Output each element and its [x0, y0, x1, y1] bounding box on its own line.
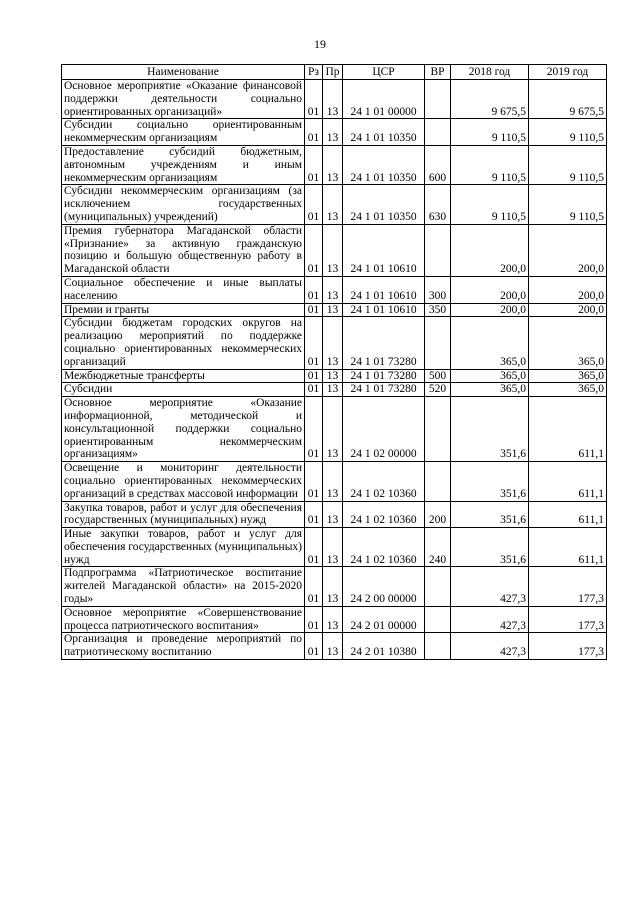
row-csr: 24 1 01 73280	[343, 317, 425, 369]
row-2018: 351,6	[451, 528, 529, 567]
row-name: Субсидии социально ориентированным некоммерческим организациям	[62, 119, 305, 146]
table-row	[62, 317, 607, 369]
row-vr: 500	[425, 369, 451, 383]
row-2019: 200,0	[529, 224, 607, 276]
row-rz: 01	[305, 528, 323, 567]
row-rz: 01	[305, 397, 323, 462]
budget-table	[61, 64, 607, 660]
row-2018: 351,6	[451, 462, 529, 501]
row-csr: 24 1 01 10610	[343, 276, 425, 303]
row-2018: 200,0	[451, 276, 529, 303]
row-2019: 365,0	[529, 383, 607, 397]
row-2019: 9 675,5	[529, 80, 607, 119]
table-body	[62, 80, 607, 660]
table-row	[62, 276, 607, 303]
row-vr: 300	[425, 276, 451, 303]
row-2019: 611,1	[529, 528, 607, 567]
row-2018: 351,6	[451, 501, 529, 528]
row-vr: 240	[425, 528, 451, 567]
row-vr	[425, 606, 451, 633]
row-2018: 365,0	[451, 383, 529, 397]
row-2019: 177,3	[529, 606, 607, 633]
row-pr: 13	[323, 224, 343, 276]
row-2019: 365,0	[529, 369, 607, 383]
header-pr: Пр	[323, 65, 343, 80]
header-2018: 2018 год	[451, 65, 529, 80]
row-pr: 13	[323, 633, 343, 660]
row-vr: 200	[425, 501, 451, 528]
row-name: Премия губернатора Магаданской области «Признание» за активную гражданскую позицию и большую общественную работу в Магаданской области	[62, 224, 305, 276]
row-csr: 24 2 01 00000	[343, 606, 425, 633]
table-row	[62, 80, 607, 119]
table-row	[62, 528, 607, 567]
row-vr	[425, 397, 451, 462]
row-csr: 24 1 01 10610	[343, 303, 425, 317]
header-name: Наименование	[62, 65, 305, 80]
row-pr: 13	[323, 383, 343, 397]
table-row	[62, 224, 607, 276]
row-pr: 13	[323, 501, 343, 528]
row-pr: 13	[323, 606, 343, 633]
page-number: 19	[314, 37, 326, 51]
row-csr: 24 1 01 73280	[343, 383, 425, 397]
row-2019: 611,1	[529, 462, 607, 501]
row-2019: 177,3	[529, 567, 607, 606]
row-rz: 01	[305, 501, 323, 528]
table-row	[62, 303, 607, 317]
table-row	[62, 397, 607, 462]
table-row	[62, 462, 607, 501]
table-row	[62, 145, 607, 184]
row-vr: 520	[425, 383, 451, 397]
row-name: Подпрограмма «Патриотическое воспитание жителей Магаданской области» на 2015-2020 годы»	[62, 567, 305, 606]
row-rz: 01	[305, 606, 323, 633]
table-row	[62, 501, 607, 528]
row-rz: 01	[305, 383, 323, 397]
header-2019: 2019 год	[529, 65, 607, 80]
row-name: Субсидии бюджетам городских округов на реализацию мероприятий по поддержке социально ориентированных некоммерческих организаций	[62, 317, 305, 369]
row-vr	[425, 633, 451, 660]
row-2018: 200,0	[451, 224, 529, 276]
row-pr: 13	[323, 567, 343, 606]
row-csr: 24 1 02 10360	[343, 528, 425, 567]
row-csr: 24 2 01 10380	[343, 633, 425, 660]
header-rz: Рз	[305, 65, 323, 80]
row-2018: 365,0	[451, 369, 529, 383]
row-2019: 611,1	[529, 397, 607, 462]
row-vr: 630	[425, 185, 451, 224]
row-name: Иные закупки товаров, работ и услуг для обеспечения государственных (муниципальных) нужд	[62, 528, 305, 567]
row-name: Премии и гранты	[62, 303, 305, 317]
row-rz: 01	[305, 462, 323, 501]
row-vr	[425, 119, 451, 146]
header-vr: ВР	[425, 65, 451, 80]
table-row	[62, 185, 607, 224]
row-vr	[425, 224, 451, 276]
row-name: Социальное обеспечение и иные выплаты населению	[62, 276, 305, 303]
row-pr: 13	[323, 185, 343, 224]
row-name: Основное мероприятие «Оказание финансовой поддержки деятельности социально ориентированных организаций»	[62, 80, 305, 119]
row-2018: 9 110,5	[451, 119, 529, 146]
row-rz: 01	[305, 567, 323, 606]
row-2018: 427,3	[451, 606, 529, 633]
row-rz: 01	[305, 80, 323, 119]
row-rz: 01	[305, 369, 323, 383]
row-name: Организация и проведение мероприятий по патриотическому воспитанию	[62, 633, 305, 660]
header-csr: ЦСР	[343, 65, 425, 80]
table-row	[62, 119, 607, 146]
row-2018: 365,0	[451, 317, 529, 369]
table-row	[62, 567, 607, 606]
row-vr	[425, 317, 451, 369]
table-row	[62, 633, 607, 660]
row-pr: 13	[323, 397, 343, 462]
table-row	[62, 369, 607, 383]
row-pr: 13	[323, 369, 343, 383]
row-rz: 01	[305, 119, 323, 146]
row-csr: 24 2 00 00000	[343, 567, 425, 606]
row-2019: 200,0	[529, 303, 607, 317]
row-pr: 13	[323, 119, 343, 146]
row-csr: 24 1 01 10610	[343, 224, 425, 276]
row-pr: 13	[323, 317, 343, 369]
row-pr: 13	[323, 80, 343, 119]
row-rz: 01	[305, 224, 323, 276]
row-name: Субсидии некоммерческим организациям (за исключением государственных (муниципальных) учреждений)	[62, 185, 305, 224]
row-name: Субсидии	[62, 383, 305, 397]
row-name: Освещение и мониторинг деятельности социально ориентированных некоммерческих организаций в средствах массовой информации	[62, 462, 305, 501]
row-rz: 01	[305, 633, 323, 660]
row-csr: 24 1 01 73280	[343, 369, 425, 383]
row-name: Основное мероприятие «Совершенствование процесса патриотического воспитания»	[62, 606, 305, 633]
row-2018: 351,6	[451, 397, 529, 462]
row-2019: 9 110,5	[529, 145, 607, 184]
row-rz: 01	[305, 303, 323, 317]
row-2019: 365,0	[529, 317, 607, 369]
table-row	[62, 606, 607, 633]
row-pr: 13	[323, 462, 343, 501]
row-2019: 9 110,5	[529, 119, 607, 146]
row-2018: 9 110,5	[451, 145, 529, 184]
row-rz: 01	[305, 317, 323, 369]
row-vr: 600	[425, 145, 451, 184]
row-csr: 24 1 01 00000	[343, 80, 425, 119]
row-csr: 24 1 01 10350	[343, 119, 425, 146]
row-csr: 24 1 01 10350	[343, 185, 425, 224]
row-name: Предоставление субсидий бюджетным, автономным учреждениям и иным некоммерческим организациям	[62, 145, 305, 184]
row-2018: 9 110,5	[451, 185, 529, 224]
row-pr: 13	[323, 276, 343, 303]
row-vr: 350	[425, 303, 451, 317]
row-name: Основное мероприятие «Оказание информационной, методической и консультационной поддержки социально ориентированным некоммерческим организациям»	[62, 397, 305, 462]
row-pr: 13	[323, 303, 343, 317]
row-vr	[425, 567, 451, 606]
row-csr: 24 1 02 10360	[343, 501, 425, 528]
row-pr: 13	[323, 528, 343, 567]
row-2019: 177,3	[529, 633, 607, 660]
row-vr	[425, 462, 451, 501]
row-2018: 427,3	[451, 633, 529, 660]
row-rz: 01	[305, 276, 323, 303]
row-csr: 24 1 02 00000	[343, 397, 425, 462]
row-name: Межбюджетные трансферты	[62, 369, 305, 383]
row-2018: 427,3	[451, 567, 529, 606]
table-header-row	[62, 65, 607, 80]
row-2018: 9 675,5	[451, 80, 529, 119]
row-csr: 24 1 01 10350	[343, 145, 425, 184]
row-pr: 13	[323, 145, 343, 184]
row-2018: 200,0	[451, 303, 529, 317]
row-2019: 200,0	[529, 276, 607, 303]
row-2019: 611,1	[529, 501, 607, 528]
row-rz: 01	[305, 145, 323, 184]
row-csr: 24 1 02 10360	[343, 462, 425, 501]
row-name: Закупка товаров, работ и услуг для обеспечения государственных (муниципальных) нужд	[62, 501, 305, 528]
table-row	[62, 383, 607, 397]
row-rz: 01	[305, 185, 323, 224]
row-vr	[425, 80, 451, 119]
row-2019: 9 110,5	[529, 185, 607, 224]
